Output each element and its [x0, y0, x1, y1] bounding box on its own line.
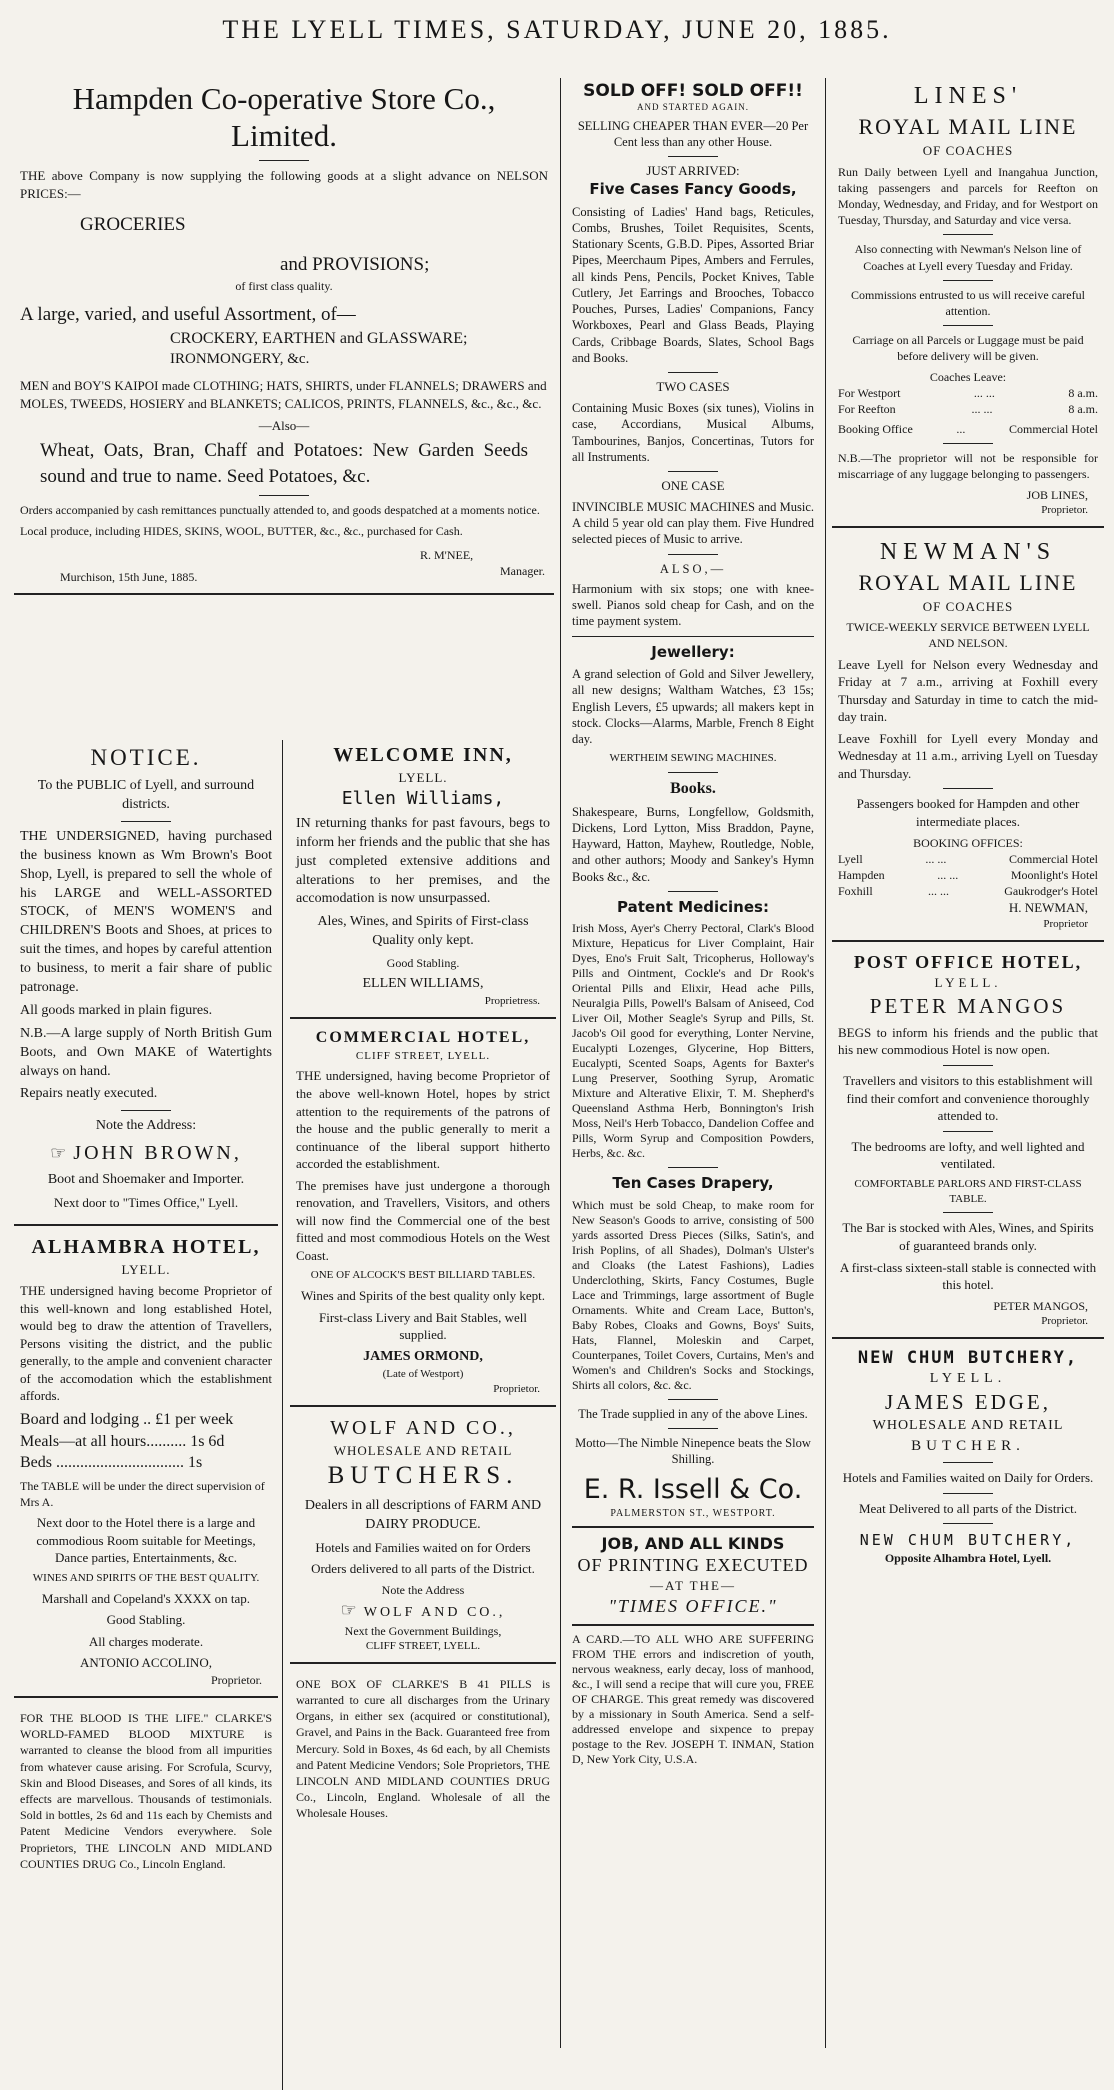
- commercial-street: CLIFF STREET, LYELL.: [355, 1049, 491, 1062]
- section-rule: [572, 636, 814, 637]
- lines-role: Proprietor.: [1041, 503, 1088, 516]
- westport-row: [838, 385, 1098, 401]
- also-heading: ALSO,—: [659, 561, 727, 576]
- dot-leader: ... ...: [971, 401, 993, 416]
- section-rule: [14, 1696, 278, 1698]
- two-cases-body: Containing Music Boxes (six tunes), Violins in case, Accordians, Musical Albums, Tambourines, Banjos, Concertinas, Tutors for all Instruments.: [572, 401, 814, 464]
- hampden-title: Hampden Co-operative Store Co., Limited.: [72, 81, 496, 154]
- post-role: Proprietor.: [1041, 1314, 1088, 1327]
- commercial-billiard: ONE OF ALCOCK'S BEST BILLIARD TABLES.: [310, 1269, 536, 1282]
- wolf-name-row: [296, 1598, 550, 1623]
- post-travellers: Travellers and visitors to this establishment will find their comfort and convenience thoroughly attended to.: [843, 1073, 1093, 1124]
- divider: [943, 1493, 993, 1494]
- divider: [943, 443, 993, 444]
- newman-signer: H. NEWMAN,: [1008, 900, 1088, 916]
- hampden-quality: of first class quality.: [235, 278, 333, 293]
- patent-heading: Patent Medicines:: [617, 897, 769, 916]
- wolf-note: Note the Address: [381, 1582, 465, 1597]
- newman-royal: ROYAL MAIL LINE: [858, 570, 1078, 596]
- dot-leader: ... ...: [927, 884, 949, 899]
- divider: [668, 372, 718, 373]
- hampden-ironmongery: IRONMONGERY, &c.: [170, 351, 310, 368]
- welcome-body: IN returning thanks for past favours, begs to inform her friends and the public that she has just completed extensive additions and alterations to her premises, and the accomodation is now unsurpassed.: [296, 815, 550, 907]
- issell-place: PALMERSTON ST., WESTPORT.: [610, 1507, 776, 1519]
- divider: [668, 471, 718, 472]
- divider: [943, 1462, 993, 1463]
- section-rule: [832, 1337, 1104, 1339]
- divider: [668, 1428, 718, 1429]
- post-signer: PETER MANGOS,: [993, 1298, 1088, 1313]
- divider: [121, 1110, 171, 1111]
- motto: Motto—The Nimble Ninepence beats the Slow Shilling.: [575, 1436, 811, 1467]
- column-2: [290, 740, 556, 2040]
- column-rule: [560, 78, 561, 2048]
- welcome-title: WELCOME INN,: [333, 744, 513, 766]
- wertheim: WERTHEIM SEWING MACHINES.: [609, 752, 777, 765]
- alhambra-beds: Beds ................................ 1s: [20, 1454, 203, 1472]
- hampden-advert: [14, 78, 554, 738]
- alhambra-place: LYELL.: [121, 1261, 171, 1277]
- divider: [943, 234, 993, 235]
- hampden-also: —Also—: [258, 417, 310, 433]
- newman-offices: BOOKING OFFICES:: [913, 835, 1023, 850]
- hampden-groceries: GROCERIES: [80, 214, 186, 236]
- divider: [259, 160, 309, 161]
- welcome-name: Ellen Williams,: [341, 787, 505, 809]
- card-advert: A CARD.—TO ALL WHO ARE SUFFERING FROM THE errors and indiscretion of youth, nervous weakness, early decay, loss of manhood, &c., I will send a recipe that will cure you, FREE OF CHARGE. This great remedy was discovered by a missionary in South America. Send a self-addressed envelope and sixpence to prepay postage to the Rev. JOSEPH T. INMAN, Station D, New York City, U.S.A.: [572, 1632, 814, 1767]
- column-1: [14, 740, 278, 2040]
- post-bedrooms: The bedrooms are lofty, and well lighted and ventilated.: [851, 1138, 1085, 1172]
- butchery-hotels: Hotels and Families waited on Daily for Orders.: [842, 1469, 1094, 1485]
- lines-signer: JOB LINES,: [1026, 487, 1088, 502]
- hampden-crockery: CROCKERY, EARTHEN and GLASSWARE;: [170, 329, 468, 347]
- hampden-assortment: A large, varied, and useful Assortment, of—: [20, 303, 356, 325]
- booking-row: [838, 421, 1098, 437]
- foxhill-row: [838, 883, 1098, 899]
- notice-title: NOTICE.: [90, 745, 202, 770]
- lines-connecting: Also connecting with Newman's Nelson line of Coaches at Lyell every Tuesday and Friday.: [854, 242, 1082, 273]
- drapery-body: Which must be sold Cheap, to make room for New Season's Goods to arrive, consisting of 500 yards assorted Dress Pieces (Silks, Satin's, and Irish Poplins, of all Shades), Dolman's Ulster's and Cloaks (the Latest Fashions), Ladies Underclothing, Skirts, Fancy Costumes, Bugle Lace and Trimmings, large assortment of Bugle Ornaments. White and Cream Lace, Button's, Baby Robes, Cloaks and Gowns, Boys' Suits, Hats, Flannel, Moleskin and Carpet, Counterpanes, Toilet Covers, Curtains, Men's and Women's and Children's Socks and Stockings, Shirts all colors, &c. &c.: [572, 1197, 814, 1392]
- wolf-name: WOLF AND CO.,: [363, 1604, 506, 1620]
- drapery-heading: Ten Cases Drapery,: [612, 1174, 774, 1193]
- hampden-produce: Local produce, including HIDES, SKINS, WOOL, BUTTER, &c., &c., purchased for Cash.: [20, 523, 463, 538]
- hampden-row: [838, 867, 1098, 883]
- hampden-provisions: and PROVISIONS;: [280, 254, 430, 276]
- welcome-place: LYELL.: [398, 770, 448, 785]
- blood-mixture-advert: FOR THE BLOOD IS THE LIFE." CLARKE'S WORLD-FAMED BLOOD MIXTURE is warranted to cleanse the blood from all impurities from whatever cause arising. For Scrofula, Scurvy, Skin and Blood Diseases, and Sores of all kinds, its effects are marvellous. Thousands of testimonials. Sold in bottles, 2s 6d and 11s each by Chemists and Patent Medicine Vendors everywhere. Sole Proprietors, THE LINCOLN AND MIDLAND COUNTIES DRUG Co., Lincoln England.: [20, 1711, 272, 1871]
- hampden-orders: Orders accompanied by cash remittances punctually attended to, and goods despatched at a moments notice.: [20, 503, 540, 518]
- welcome-ales: Ales, Wines, and Spirits of First-class Quality only kept.: [317, 914, 529, 949]
- westport-label: For Westport: [838, 385, 901, 400]
- trade-supplied: The Trade supplied in any of the above Lines.: [578, 1406, 808, 1421]
- post-stable: A first-class sixteen-stall stable is connected with this hotel.: [839, 1259, 1097, 1293]
- newman-passengers: Passengers booked for Hampden and other intermediate places.: [856, 796, 1080, 830]
- patent-body: Irish Moss, Ayer's Cherry Pectoral, Clark's Blood Mixture, Hepaticus for Liver Complaint, Hair Dyes, Eno's Fruit Salt, Tricopherus, Holloway's Pills and Ointment, Cockle's and Dr Rook's Oriental Pills and Elixir, Head ache Pills, Neuralgia Pills, Powell's Balsam of Aniseed, Cod Liver Oil, Mother Seagle's Syrup and Pills, St. Jacob's Oil good for everything, Lonter Nervine, Eucalypti Lozenges, Glycerine, Hop Bitters, Eucalypti, Scented Soaps, Agents for Baxter's Lung Preserver, Soothing Syrup, Aromatic Mixture and Alterative Elixir, T. M. Shepherd's Queensland Asthma Herb, Bonnington's Irish Moss, Neil's Herb Tobacco, Dandelion Coffee and Pills, Worm Syrup and Composition Powders, Herbs, &c. &c.: [572, 921, 814, 1161]
- masthead: THE LYELL TIMES, SATURDAY, JUNE 20, 1885.: [222, 15, 892, 44]
- alhambra-title: ALHAMBRA HOTEL,: [31, 1235, 261, 1258]
- alhambra-table: The TABLE will be under the direct supervision of Mrs A.: [20, 1478, 265, 1509]
- lines-commissions: Commissions entrusted to us will receive careful attention.: [851, 287, 1085, 318]
- newman-twice: TWICE-WEEKLY SERVICE BETWEEN LYELL AND NELSON.: [846, 620, 1090, 651]
- five-cases: Five Cases Fancy Goods,: [589, 180, 797, 199]
- jewellery-heading: Jewellery:: [651, 642, 735, 661]
- wolf-butchers: BUTCHERS.: [327, 1462, 519, 1490]
- welcome-role: Proprietress.: [484, 995, 540, 1008]
- section-rule: [290, 1405, 556, 1407]
- jewellery-body: A grand selection of Gold and Silver Jewellery, all new designs; Waltham Watches, £3 15s; English Levers, £5 upwards; all makers kept in stock. Clocks—Alarms, Marble, French 8 Eight day.: [572, 667, 814, 747]
- notice-note: Note the Address:: [95, 1118, 197, 1134]
- wolf-hotels: Hotels and Families waited on for Orders: [315, 1539, 531, 1555]
- lines-royal: ROYAL MAIL LINE: [858, 114, 1078, 140]
- lyell-value: Commercial Hotel: [1009, 851, 1098, 866]
- divider: [668, 1399, 718, 1400]
- alhambra-stabling: Good Stabling.: [106, 1612, 186, 1628]
- lyell-row: [838, 851, 1098, 867]
- one-case-body: INVINCIBLE MUSIC MACHINES and Music. A child 5 year old can play them. Five Hundred selected pieces of Music to arrive.: [572, 499, 814, 547]
- section-rule: [832, 526, 1104, 528]
- job-heading: JOB, AND ALL KINDS: [601, 1533, 785, 1553]
- section-rule: [14, 593, 554, 595]
- divider: [668, 891, 718, 892]
- wolf-next: Next the Government Buildings,: [344, 1623, 502, 1638]
- just-arrived: JUST ARRIVED:: [646, 163, 740, 179]
- post-body: BEGS to inform his friends and the public that his new commodious Hotel is now open.: [838, 1024, 1098, 1058]
- reefton-label: For Reefton: [838, 401, 896, 416]
- divider: [943, 1131, 993, 1132]
- wolf-title: WOLF AND CO.,: [330, 1416, 516, 1439]
- notice-body: THE UNDERSIGNED, having purchased the business known as Wm Brown's Boot Shop, Lyell, is prepared to sell the whole of his LARGE and WELL-ASSORTED STOCK, of MEN'S WOMEN'S and CHILDREN'S Boots and Shoes, at prices to suit the times, and hopes by careful attention to business, to merit a fair share of public patronage.: [20, 828, 272, 995]
- foxhill-label: Foxhill: [838, 884, 873, 899]
- hampden-intro: THE above Company is now supplying the following goods at a slight advance on NELSON PRICES:—: [20, 168, 548, 201]
- butchery-whole: WHOLESALE AND RETAIL: [872, 1417, 1064, 1433]
- pills-advert: ONE BOX OF CLARKE'S B 41 PILLS is warranted to cure all discharges from the Urinary Organs, in either sex (acquired or constitutional), Gravel, and Pains in the Back. Guaranteed free from Mercury. Sold in Boxes, 4s 6d each, by all Chemists and Patent Medicine Vendors; Sole Proprietors, THE LINCOLN AND MIDLAND COUNTIES DRUG Co., Lincoln, England. Wholesale of all the Wholesale Houses.: [296, 1676, 550, 1821]
- hampden-role: Manager.: [500, 563, 545, 578]
- butchery-meat: Meat Delivered to all parts of the District.: [858, 1500, 1078, 1516]
- butchery-place: LYELL.: [929, 1370, 1007, 1386]
- divider: [259, 495, 309, 496]
- sold-off-title: SOLD OFF! SOLD OFF!!: [583, 81, 803, 101]
- lines-leave: Coaches Leave:: [929, 369, 1007, 384]
- section-rule: [14, 1224, 278, 1226]
- wolf-dealers: Dealers in all descriptions of FARM AND DAIRY PRODUCE.: [304, 1497, 542, 1532]
- divider: [943, 280, 993, 281]
- section-rule: [572, 1526, 814, 1528]
- pointing-hand-icon: ☞: [340, 1599, 360, 1620]
- hampden-label: Hampden: [838, 867, 885, 882]
- alhambra-body: THE undersigned having become Proprietor of this well-known and long established Hotel, would beg to draw the attention of Travellers, Persons visiting the district, and the public generally, to the ample and convenient character of the accomodation which the establishment affords.: [20, 1283, 272, 1404]
- notice-repairs: Repairs neatly executed.: [20, 1086, 158, 1102]
- reefton-row: [838, 401, 1098, 417]
- divider: [121, 821, 171, 822]
- times-office: "TIMES OFFICE.": [608, 1595, 778, 1616]
- divider: [668, 554, 718, 555]
- commercial-premises: The premises have just undergone a thorough renovation, and Travellers, Visitors, and others will now find the Commercial one of the best fitted and most commodious Hotels on the West Coast.: [296, 1177, 550, 1263]
- divider: [943, 1065, 993, 1066]
- commercial-name: JAMES ORMOND,: [363, 1348, 483, 1364]
- commercial-livery: First-class Livery and Bait Stables, well supplied.: [319, 1309, 527, 1343]
- notice-next: Next door to "Times Office," Lyell.: [53, 1195, 239, 1211]
- hampden-value: Moonlight's Hotel: [1010, 867, 1098, 882]
- booking-label: Booking Office: [838, 422, 913, 437]
- divider: [943, 788, 993, 789]
- alhambra-charges: All charges moderate.: [88, 1633, 204, 1649]
- booking-value: Commercial Hotel: [1009, 422, 1098, 437]
- welcome-signer: ELLEN WILLIAMS,: [362, 976, 484, 992]
- hampden-signer: R. M'NEE,: [420, 547, 474, 562]
- issell-name: E. R. Issell & Co.: [583, 1473, 803, 1505]
- selling-cheaper: SELLING CHEAPER THAN EVER—20 Per Cent less than any other House.: [577, 118, 809, 150]
- divider: [943, 1523, 993, 1524]
- printing-heading: OF PRINTING EXECUTED: [577, 1555, 809, 1576]
- two-cases: TWO CASES: [656, 379, 730, 395]
- welcome-stabling: Good Stabling.: [386, 956, 460, 971]
- alhambra-nextdoor: Next door to the Hotel there is a large and commodious Room suitable for Meetings, Dance parties, Entertainments, &c.: [36, 1515, 256, 1566]
- post-name: PETER MANGOS: [869, 993, 1067, 1018]
- newman-coaches: OF COACHES: [922, 598, 1014, 614]
- dot-leader: ...: [956, 422, 966, 437]
- fancy-goods-list: Consisting of Ladies' Hand bags, Reticules, Combs, Brushes, Toilet Requisites, Scents, Stationary Scents, G.B.D. Pipes, Assorted Briar Pipes, Meerchaum Pipes, Ambers and Ferrules, all kinds Pens, Pencils, Pocket Knives, Table Cutlery, Jet Earrings and Brooches, Tobacco Pouches, Purses, Ladies' Companions, Fancy Workboxes, Pearl and Glass Beads, Playing Cards, Cribbage Boards, Slates, School Bags and Books.: [572, 204, 814, 365]
- alhambra-board: Board and lodging .. £1 per week: [20, 1411, 234, 1428]
- at-the: —AT THE—: [650, 1577, 736, 1593]
- wolf-street: CLIFF STREET, LYELL.: [365, 1639, 481, 1652]
- butchery-name: JAMES EDGE,: [884, 1390, 1051, 1415]
- alhambra-meals: Meals—at all hours.......... 1s 6d: [20, 1432, 225, 1450]
- reefton-time: 8 a.m.: [1068, 401, 1098, 416]
- newman-title: NEWMAN'S: [879, 538, 1057, 565]
- books-body: Shakespeare, Burns, Longfellow, Goldsmith, Dickens, Lord Lytton, Miss Braddon, Payne, Hayward, Hatton, Mayhew, Routledge, Noble, and other authors; Moody and Sankey's Hymn Books &c., &c.: [572, 804, 814, 884]
- commercial-wines: Wines and Spirits of the best quality only kept.: [301, 1288, 545, 1304]
- section-rule: [290, 1017, 556, 1019]
- post-parlors: COMFORTABLE PARLORS AND FIRST-CLASS TABLE.: [854, 1177, 1082, 1205]
- divider: [943, 325, 993, 326]
- newman-leave1: Leave Lyell for Nelson every Wednesday and Friday at 7 a.m., arriving at Foxhill every Thursday and Saturday in time to catch the mid-day train.: [838, 656, 1098, 725]
- wolf-orders: Orders delivered to all parts of the District.: [311, 1561, 535, 1577]
- lines-title: LINES': [913, 83, 1023, 109]
- pointing-hand-icon: ☞: [50, 1143, 70, 1164]
- books-heading: Books.: [670, 779, 716, 797]
- notice-trade: Boot and Shoemaker and Importer.: [47, 1172, 245, 1188]
- column-rule: [825, 78, 826, 2048]
- lines-nb: N.B.—The proprietor will not be responsible for miscarriage of any luggage belonging to passengers.: [838, 451, 1098, 482]
- foxhill-value: Gaukrodger's Hotel: [1004, 884, 1098, 899]
- divider: [943, 1212, 993, 1213]
- commercial-body: THE undersigned, having become Proprietor of the above well-known Hotel, hopes by strict attention to the requirements of the patrons of the house and the public generally to merit a continuance of the liberal support hitherto accorded the establishment.: [296, 1068, 550, 1172]
- hampden-date: Murchison, 15th June, 1885.: [60, 570, 198, 585]
- post-place: LYELL.: [934, 975, 1002, 991]
- section-rule: [832, 940, 1104, 942]
- butchery-opposite: Opposite Alhambra Hotel, Lyell.: [884, 1551, 1052, 1566]
- divider: [668, 156, 718, 157]
- dot-leader: ... ...: [925, 851, 947, 866]
- notice-plain: All goods marked in plain figures.: [20, 1002, 213, 1018]
- notice-name: JOHN BROWN,: [73, 1142, 242, 1165]
- one-case: ONE CASE: [661, 478, 725, 494]
- commercial-late: (Late of Westport): [382, 1367, 464, 1380]
- newman-role: Proprietor: [1043, 917, 1088, 930]
- lyell-label: Lyell: [838, 851, 863, 866]
- hampden-clothing: MEN and BOY'S KAIPOI made CLOTHING; HATS, SHIRTS, under FLANNELS; DRAWERS and MOLES, TWEEDS, HOSIERY and BLANKETS; CALICOS, PRINTS, FLANNELS, &c., &c., &c.: [20, 378, 547, 411]
- divider: [668, 1167, 718, 1168]
- alhambra-wines: WINES AND SPIRITS OF THE BEST QUALITY.: [32, 1571, 260, 1584]
- westport-time: 8 a.m.: [1068, 385, 1098, 400]
- harmonium-body: Harmonium with six stops; one with knee-swell. Pianos sold cheap for Cash, and on the time payment system.: [572, 581, 814, 629]
- alhambra-role: Proprietor.: [211, 1672, 262, 1687]
- post-title: POST OFFICE HOTEL,: [853, 951, 1083, 972]
- alhambra-marshall: Marshall and Copeland's XXXX on tap.: [41, 1590, 251, 1606]
- dot-leader: ... ...: [937, 867, 959, 882]
- notice-nb: N.B.—A large supply of North British Gum Boots, and Own MAKE of Watertights always on hand.: [20, 1025, 272, 1079]
- section-rule: [572, 1624, 814, 1626]
- post-bar: The Bar is stocked with Ales, Wines, and Spirits of guaranteed brands only.: [842, 1220, 1094, 1253]
- section-rule: [290, 1662, 556, 1664]
- dot-leader: ... ...: [973, 385, 995, 400]
- commercial-title: COMMERCIAL HOTEL,: [315, 1029, 531, 1046]
- newman-leave2: Leave Foxhill for Lyell every Monday and Wednesday at 11 a.m., arriving Lyell on Tuesday and Thursday.: [838, 730, 1098, 781]
- column-4: [832, 78, 1104, 2048]
- notice-name-row: [20, 1140, 272, 1167]
- butchery-butcher: BUTCHER.: [911, 1437, 1025, 1454]
- lines-carriage: Carriage on all Parcels or Luggage must be paid before delivery will be given.: [852, 333, 1084, 364]
- column-rule: [282, 740, 283, 2090]
- lines-run: Run Daily between Lyell and Inangahua Junction, taking passengers and parcels for Reefton on Monday, Wednesday, and Friday, and for Westport on Tuesday, Thursday, and Saturday and vice versa.: [838, 164, 1098, 228]
- butchery-footer: NEW CHUM BUTCHERY,: [859, 1531, 1077, 1550]
- hampden-wheat: Wheat, Oats, Bran, Chaff and Potatoes: New Garden Seeds sound and true to name. Seed Potatoes, &c.: [40, 440, 528, 487]
- wolf-sub: WHOLESALE AND RETAIL: [333, 1442, 513, 1458]
- column-3: [566, 78, 820, 2048]
- lines-coaches: OF COACHES: [922, 143, 1014, 159]
- butchery-title: NEW CHUM BUTCHERY,: [857, 1347, 1079, 1368]
- alhambra-name: ANTONIO ACCOLINO,: [80, 1655, 212, 1671]
- commercial-role: Proprietor.: [493, 1382, 540, 1395]
- started-again: AND STARTED AGAIN.: [637, 102, 749, 113]
- divider: [668, 772, 718, 773]
- notice-to: To the PUBLIC of Lyell, and surround districts.: [37, 778, 255, 812]
